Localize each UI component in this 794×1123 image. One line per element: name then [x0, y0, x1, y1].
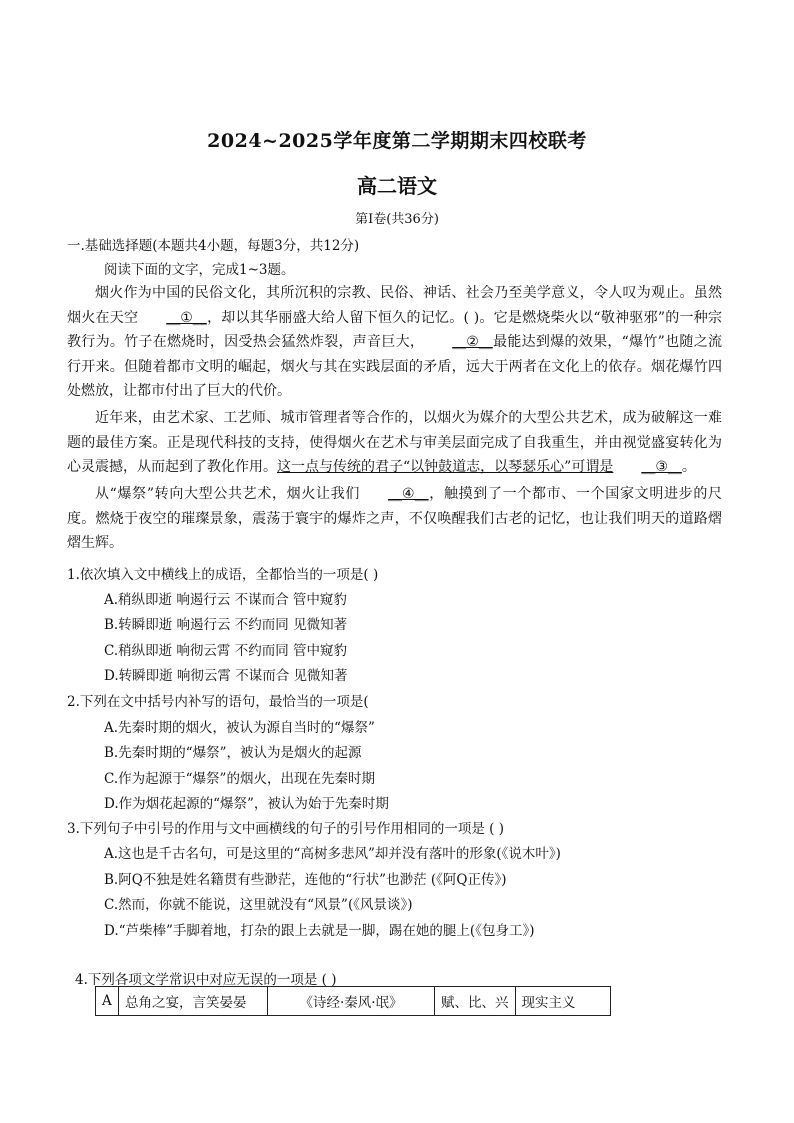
exam-title: 2024~2025学年度第二学期期末四校联考	[207, 130, 587, 152]
q2-option-b: B.先秦时期的“爆祭”，被认为是烟火的起源	[104, 745, 362, 761]
literature-table	[95, 986, 611, 1016]
passage-text: 最能达到爆的效果，“爆竹”也随之流行开来。但随着都市文明的崛起，烟火与其在实践层面的矛盾，远大于两者在文化上的依存。烟花爆竹四处燃放，让都市付出了巨大的代价。	[67, 334, 722, 399]
q3-option-b: B.阿Q不独是姓名籍贯有些渺茫，连他的“行状”也渺茫 (《阿Q正传》)	[104, 872, 507, 888]
question-3-stem: 3.下列句子中引号的作用与文中画横线的句子的引号作用相同的一项是 ( )	[67, 821, 504, 837]
table-cell-quote: 总角之宴，言笑晏晏	[119, 987, 268, 1016]
q1-option-b: B.转瞬即逝 响遏行云 不约而同 见微知著	[104, 617, 348, 633]
q2-option-c: C.作为起源于“爆祭”的烟火，出现在先秦时期	[104, 771, 375, 787]
passage-paragraph-2	[67, 406, 722, 480]
passage-text: ，却以其华丽盛大给人留下恒久的记忆。( )。它是燃烧柴火以“敬神驱邪”的一种宗教行为。竹子在燃烧时，因受热会猛然炸裂，声音巨大，	[67, 309, 722, 350]
subject-title: 高二语文	[357, 174, 437, 198]
question-1-stem: 1.依次填入文中横线上的成语，全都恰当的一项是( )	[67, 567, 379, 583]
blank-2: __②__	[452, 334, 493, 350]
q2-option-d: D.作为烟花起源的“爆祭”，被认为始于先秦时期	[104, 796, 389, 812]
table-row	[96, 987, 611, 1016]
passage-text: ，触摸到了一个都市、一个国家文明进步的尺度。燃烧于夜空的璀璨景象，震荡于寰宇的爆炸之声，不仅唤醒我们古老的记忆，也让我们明天的道路熠熠生辉。	[67, 486, 722, 551]
q3-option-a: A.这也是千古名句，可是这里的“高树多悲风”却并没有落叶的形象(《说木叶》)	[104, 846, 561, 862]
q1-option-c: C.稍纵即逝 响彻云霄 不约而同 管中窥豹	[104, 643, 348, 659]
table-cell-technique: 赋、比、兴	[435, 987, 516, 1016]
blank-1: __①__	[166, 309, 207, 326]
q1-option-a: A.稍纵即逝 响遏行云 不谋而合 管中窥豹	[104, 592, 347, 608]
table-cell-label: A	[96, 987, 119, 1016]
passage-text: 从“爆祭”转向大型公共艺术，烟火让我们	[95, 486, 361, 502]
volume-label: 第Ⅰ卷(共36分)	[355, 212, 439, 227]
section-heading: 一.基础选择题(本题共4小题，每题3分，共12分)	[67, 238, 360, 254]
reading-instruction: 阅读下面的文字，完成1~3题。	[104, 262, 295, 278]
q1-option-d: D.转瞬即逝 响彻云霄 不谋而合 见微知著	[104, 668, 348, 684]
passage-text: 近年来，由艺术家、工艺师、城市管理者等合作的，以烟火为媒介的大型公共艺术，成为破解这一难题的最佳方案。正是现代科技的支持，使得烟火在艺术与审美层面完成了自我重生，并由视觉盛宴转化为心灵震撼，从而起到了教化作用。	[67, 410, 722, 475]
passage-paragraph-1	[67, 281, 722, 404]
q2-option-a: A.先秦时期的烟火，被认为源自当时的“爆祭”	[104, 720, 375, 736]
table-cell-style: 现实主义	[515, 987, 610, 1016]
question-2-stem: 2.下列在文中括号内补写的语句，最恰当的一项是(	[67, 694, 369, 710]
passage-text: 。	[681, 459, 696, 475]
q3-option-c: C.然而，你就不能说，这里就没有“风景”(《风景谈》)	[104, 897, 413, 913]
q3-option-d: D.“芦柴棒”手脚着地，打杂的跟上去就是一脚，踢在她的腿上(《包身工》)	[104, 923, 535, 939]
blank-3: __③__	[641, 459, 682, 475]
passage-paragraph-3	[67, 482, 722, 556]
underlined-sentence: 这一点与传统的君子“以钟鼓道志，以琴瑟乐心”可谓是	[277, 459, 614, 475]
passage-text: 烟火作为中国的民俗文化，其所沉积的宗教、民俗、神话、社会乃至美学意义，令人叹为观止。虽然烟火在天空	[67, 285, 722, 326]
blank-4: __④__	[388, 486, 429, 502]
question-4-stem: 4.下列各项文学常识中对应无误的一项是 ( )	[75, 972, 337, 988]
table-cell-source: 《诗经·秦风·氓》	[268, 987, 435, 1016]
